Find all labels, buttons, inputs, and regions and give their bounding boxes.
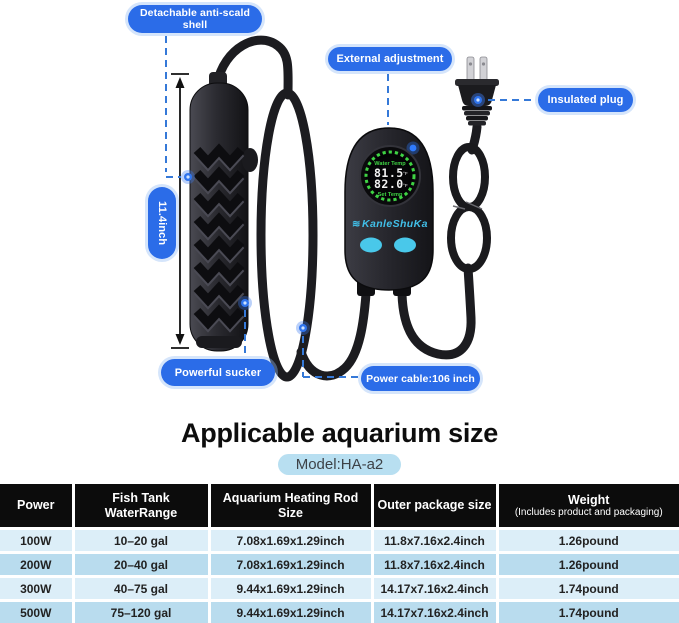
table-cell: 14.17x7.16x2.4inch bbox=[372, 577, 497, 601]
set-temp-unit: °F bbox=[403, 183, 408, 188]
callout-external-adjustment: External adjustment bbox=[328, 47, 452, 71]
water-temp-label: Water Temp bbox=[374, 161, 406, 167]
table-cell: 300W bbox=[0, 577, 73, 601]
table-cell: 1.74pound bbox=[497, 601, 679, 623]
callout-powerful-sucker: Powerful sucker bbox=[161, 359, 275, 386]
header-weight: Weight (Includes product and packaging) bbox=[497, 484, 679, 529]
table-cell: 14.17x7.16x2.4inch bbox=[372, 601, 497, 623]
table-cell: 9.44x1.69x1.29inch bbox=[209, 601, 372, 623]
page-title: Applicable aquarium size bbox=[0, 418, 679, 449]
header-package-size: Outer package size bbox=[372, 484, 497, 529]
title-section bbox=[0, 418, 679, 475]
spec-table bbox=[0, 484, 679, 623]
brand-label: KanleShuKa bbox=[362, 218, 428, 230]
lcd-display bbox=[360, 146, 420, 206]
connector-dot-shell bbox=[181, 170, 195, 184]
set-temp-label: Set Temp bbox=[378, 192, 403, 198]
header-power: Power bbox=[0, 484, 73, 529]
connector-dot-plug bbox=[471, 93, 485, 107]
rod-side-knob bbox=[242, 148, 258, 172]
connector-dot-sucker bbox=[238, 296, 252, 310]
table-row bbox=[0, 577, 679, 601]
header-water-range: Fish Tank WaterRange bbox=[73, 484, 209, 529]
table-cell: 9.44x1.69x1.29inch bbox=[209, 577, 372, 601]
table-cell: 7.08x1.69x1.29inch bbox=[209, 529, 372, 553]
table-header-row bbox=[0, 484, 679, 529]
table-row bbox=[0, 553, 679, 577]
table-cell: 7.08x1.69x1.29inch bbox=[209, 553, 372, 577]
power-plug bbox=[455, 57, 499, 126]
sucker-base bbox=[196, 336, 242, 348]
table-cell: 100W bbox=[0, 529, 73, 553]
table-cell: 1.26pound bbox=[497, 553, 679, 577]
table-cell: 11.8x7.16x2.4inch bbox=[372, 529, 497, 553]
model-badge: Model:HA-a2 bbox=[278, 454, 402, 475]
callout-insulated-plug: Insulated plug bbox=[538, 88, 633, 112]
table-cell: 10–20 gal bbox=[73, 529, 209, 553]
brand-logo-icon: ≋ bbox=[352, 219, 360, 230]
connector-dot-cable bbox=[296, 321, 310, 335]
callout-power-cable-length: Power cable:106 inch bbox=[361, 366, 480, 391]
table-cell: 11.8x7.16x2.4inch bbox=[372, 553, 497, 577]
set-temp-value: 82.0 bbox=[374, 177, 404, 191]
table-row bbox=[0, 601, 679, 623]
table-cell: 200W bbox=[0, 553, 73, 577]
table-cell: 20–40 gal bbox=[73, 553, 209, 577]
header-weight-sub: (Includes product and packaging) bbox=[501, 507, 678, 519]
table-cell: 1.26pound bbox=[497, 529, 679, 553]
table-cell: 1.74pound bbox=[497, 577, 679, 601]
callout-anti-scald-shell: Detachable anti-scald shell bbox=[128, 5, 262, 33]
callout-length: 11.4inch bbox=[148, 187, 176, 259]
table-cell: 75–120 gal bbox=[73, 601, 209, 623]
water-temp-unit: °F bbox=[403, 171, 408, 176]
adjust-button-left bbox=[360, 238, 382, 253]
water-temp-value: 81.5 bbox=[374, 166, 404, 180]
coiled-cable bbox=[451, 147, 487, 269]
temperature-controller bbox=[345, 128, 433, 296]
header-rod-size: Aquarium Heating Rod Size bbox=[209, 484, 372, 529]
table-row bbox=[0, 529, 679, 553]
adjust-button-right bbox=[394, 238, 416, 253]
table-cell: 40–75 gal bbox=[73, 577, 209, 601]
table-cell: 500W bbox=[0, 601, 73, 623]
